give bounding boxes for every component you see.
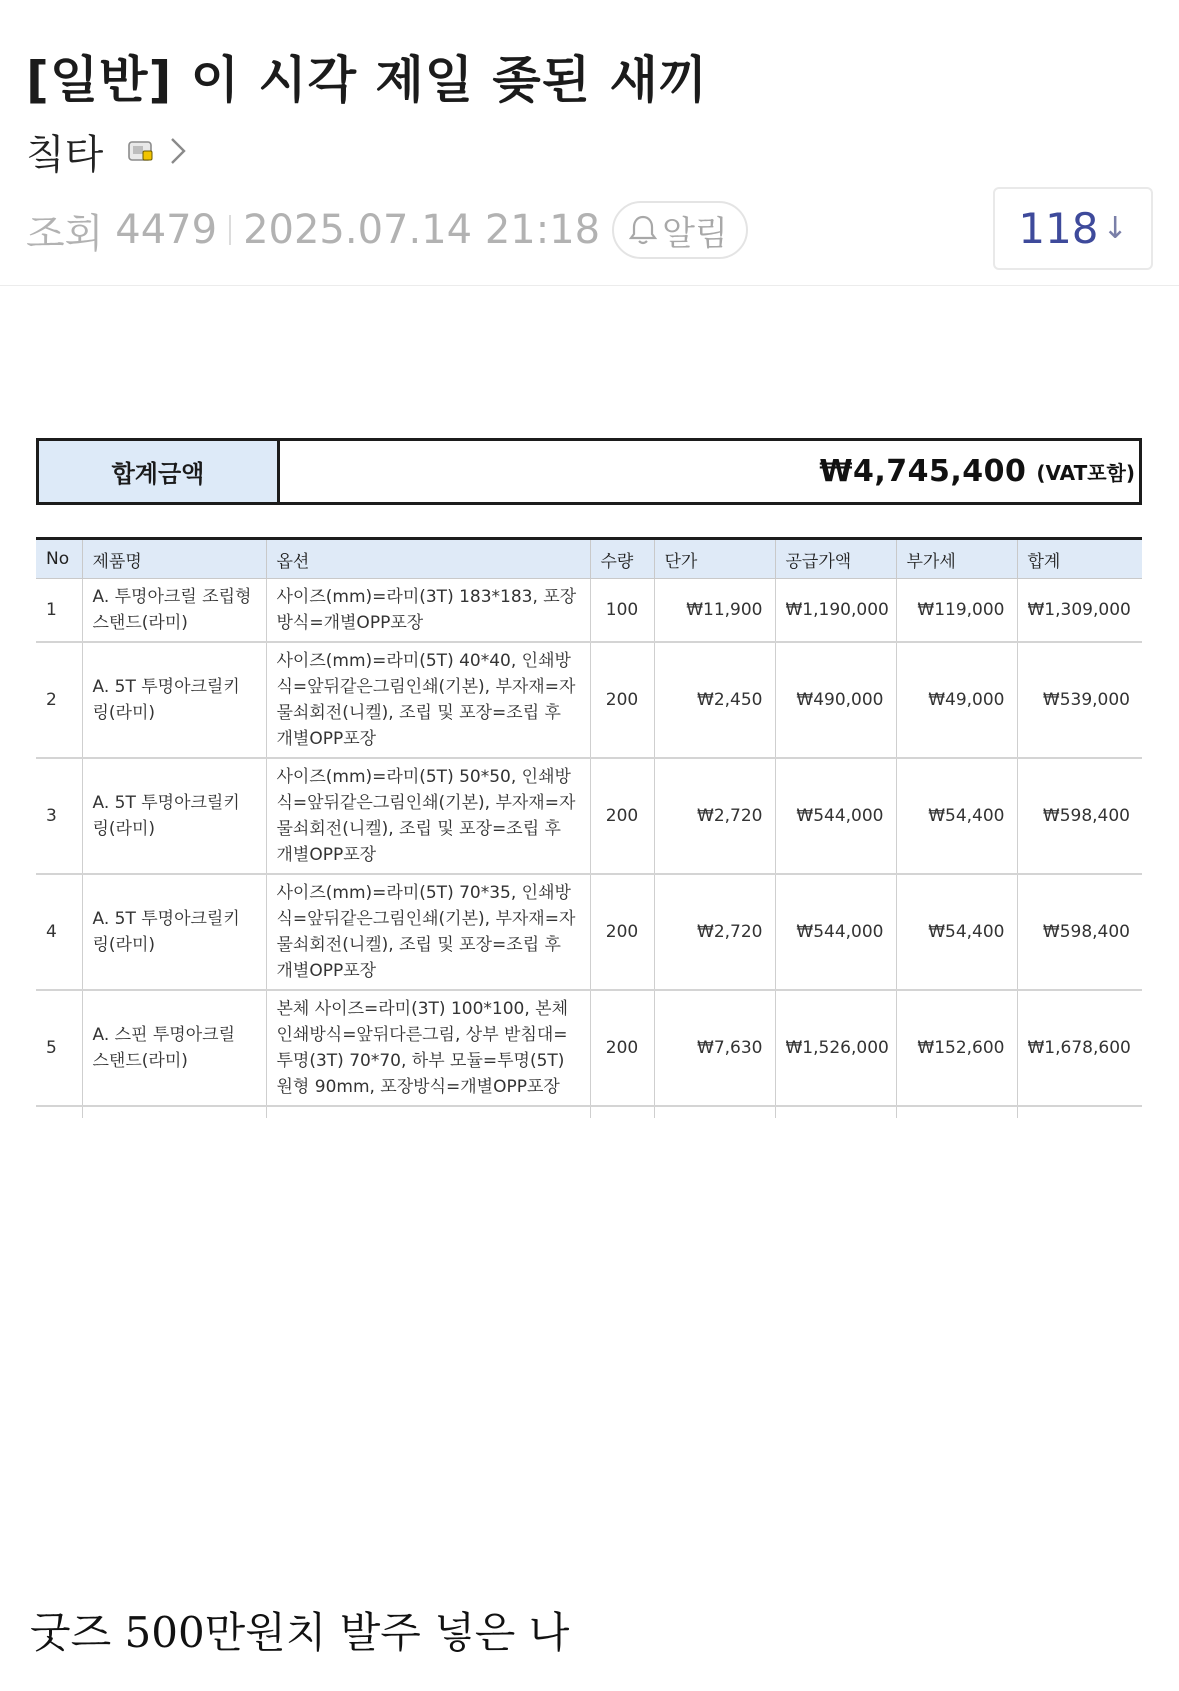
row-product: A. 5T 투명아크릴키링(라미)	[82, 874, 266, 990]
row-unit-price: ₩2,720	[654, 758, 775, 874]
table-row	[36, 579, 1142, 642]
table-spacer-row	[36, 1106, 1142, 1118]
column-header: 수량	[590, 539, 654, 579]
post-title: [일반] 이 시각 제일 좆된 새끼	[26, 51, 709, 109]
row-total: ₩539,000	[1017, 642, 1142, 758]
row-total: ₩1,309,000	[1017, 579, 1142, 642]
table-row	[36, 874, 1142, 990]
row-unit-price: ₩2,720	[654, 874, 775, 990]
column-header: 합계	[1017, 539, 1142, 579]
row-no: 1	[36, 579, 82, 642]
row-total: ₩598,400	[1017, 758, 1142, 874]
row-total: ₩1,678,600	[1017, 990, 1142, 1106]
views-label: 조회	[26, 210, 104, 257]
row-product: A. 스핀 투명아크릴 스탠드(라미)	[82, 990, 266, 1106]
table-header-row	[36, 539, 1142, 579]
views-count: 4479	[115, 207, 218, 253]
row-qty: 200	[590, 990, 654, 1106]
row-option: 본체 사이즈=라미(3T) 100*100, 본체 인쇄방식=앞뒤다른그림, 상부 받침대=투명(3T) 70*70, 하부 모듈=투명(5T) 원형 90mm, 포장방식=개별OPP포장	[266, 990, 590, 1106]
author-name: 칰타	[26, 131, 104, 178]
row-unit-price: ₩2,450	[654, 642, 775, 758]
meta-divider	[229, 215, 231, 245]
row-vat: ₩152,600	[896, 990, 1017, 1106]
row-supply: ₩544,000	[775, 874, 896, 990]
row-unit-price: ₩7,630	[654, 990, 775, 1106]
alarm-button[interactable]	[612, 201, 748, 259]
vat-note: (VAT포함)	[1036, 461, 1135, 485]
bell-icon	[628, 213, 658, 247]
row-qty: 200	[590, 642, 654, 758]
quote-items-table	[36, 537, 1142, 1118]
chevron-right-icon	[167, 134, 189, 168]
row-option: 사이즈(mm)=라미(5T) 50*50, 인쇄방식=앞뒤같은그림인쇄(기본), 부자재=자물쇠회전(니켈), 조립 및 포장=조립 후 개별OPP포장	[266, 758, 590, 874]
table-row	[36, 758, 1142, 874]
table-row	[36, 990, 1142, 1106]
alarm-label: 알림	[662, 213, 728, 254]
row-option: 사이즈(mm)=라미(5T) 40*40, 인쇄방식=앞뒤같은그림인쇄(기본), 부자재=자물쇠회전(니켈), 조립 및 포장=조립 후 개별OPP포장	[266, 642, 590, 758]
comment-count-button[interactable]	[993, 187, 1153, 270]
row-no: 4	[36, 874, 82, 990]
row-vat: ₩54,400	[896, 758, 1017, 874]
row-no: 2	[36, 642, 82, 758]
row-option: 사이즈(mm)=라미(5T) 70*35, 인쇄방식=앞뒤같은그림인쇄(기본), 부자재=자물쇠회전(니켈), 조립 및 포장=조립 후 개별OPP포장	[266, 874, 590, 990]
level-badge-icon	[127, 138, 157, 164]
row-option: 사이즈(mm)=라미(3T) 183*183, 포장방식=개별OPP포장	[266, 579, 590, 642]
row-total: ₩598,400	[1017, 874, 1142, 990]
row-qty: 200	[590, 758, 654, 874]
post-caption: 굿즈 500만원치 발주 넣은 나	[30, 1608, 570, 1657]
column-header: 부가세	[896, 539, 1017, 579]
row-no: 3	[36, 758, 82, 874]
row-supply: ₩544,000	[775, 758, 896, 874]
post-header	[0, 0, 1179, 286]
arrow-down-icon: ↓	[1102, 211, 1128, 246]
column-header: 공급가액	[775, 539, 896, 579]
row-vat: ₩54,400	[896, 874, 1017, 990]
column-header: 제품명	[82, 539, 266, 579]
column-header: No	[36, 539, 82, 579]
post-meta	[26, 200, 748, 260]
comment-count: 118	[1018, 204, 1099, 253]
table-row	[36, 642, 1142, 758]
row-supply: ₩490,000	[775, 642, 896, 758]
row-product: A. 투명아크릴 조립형 스탠드(라미)	[82, 579, 266, 642]
row-vat: ₩119,000	[896, 579, 1017, 642]
post-datetime: 2025.07.14 21:18	[243, 207, 601, 253]
quote-image	[36, 438, 1142, 1122]
row-product: A. 5T 투명아크릴키링(라미)	[82, 642, 266, 758]
row-unit-price: ₩11,900	[654, 579, 775, 642]
total-amount-label: 합계금액	[39, 441, 280, 502]
column-header: 옵션	[266, 539, 590, 579]
row-supply: ₩1,190,000	[775, 579, 896, 642]
row-product: A. 5T 투명아크릴키링(라미)	[82, 758, 266, 874]
total-amount-value: ₩4,745,400	[819, 454, 1027, 489]
row-qty: 200	[590, 874, 654, 990]
row-vat: ₩49,000	[896, 642, 1017, 758]
author-link[interactable]	[26, 124, 189, 178]
total-amount-box	[36, 438, 1142, 505]
column-header: 단가	[654, 539, 775, 579]
row-qty: 100	[590, 579, 654, 642]
row-no: 5	[36, 990, 82, 1106]
row-supply: ₩1,526,000	[775, 990, 896, 1106]
